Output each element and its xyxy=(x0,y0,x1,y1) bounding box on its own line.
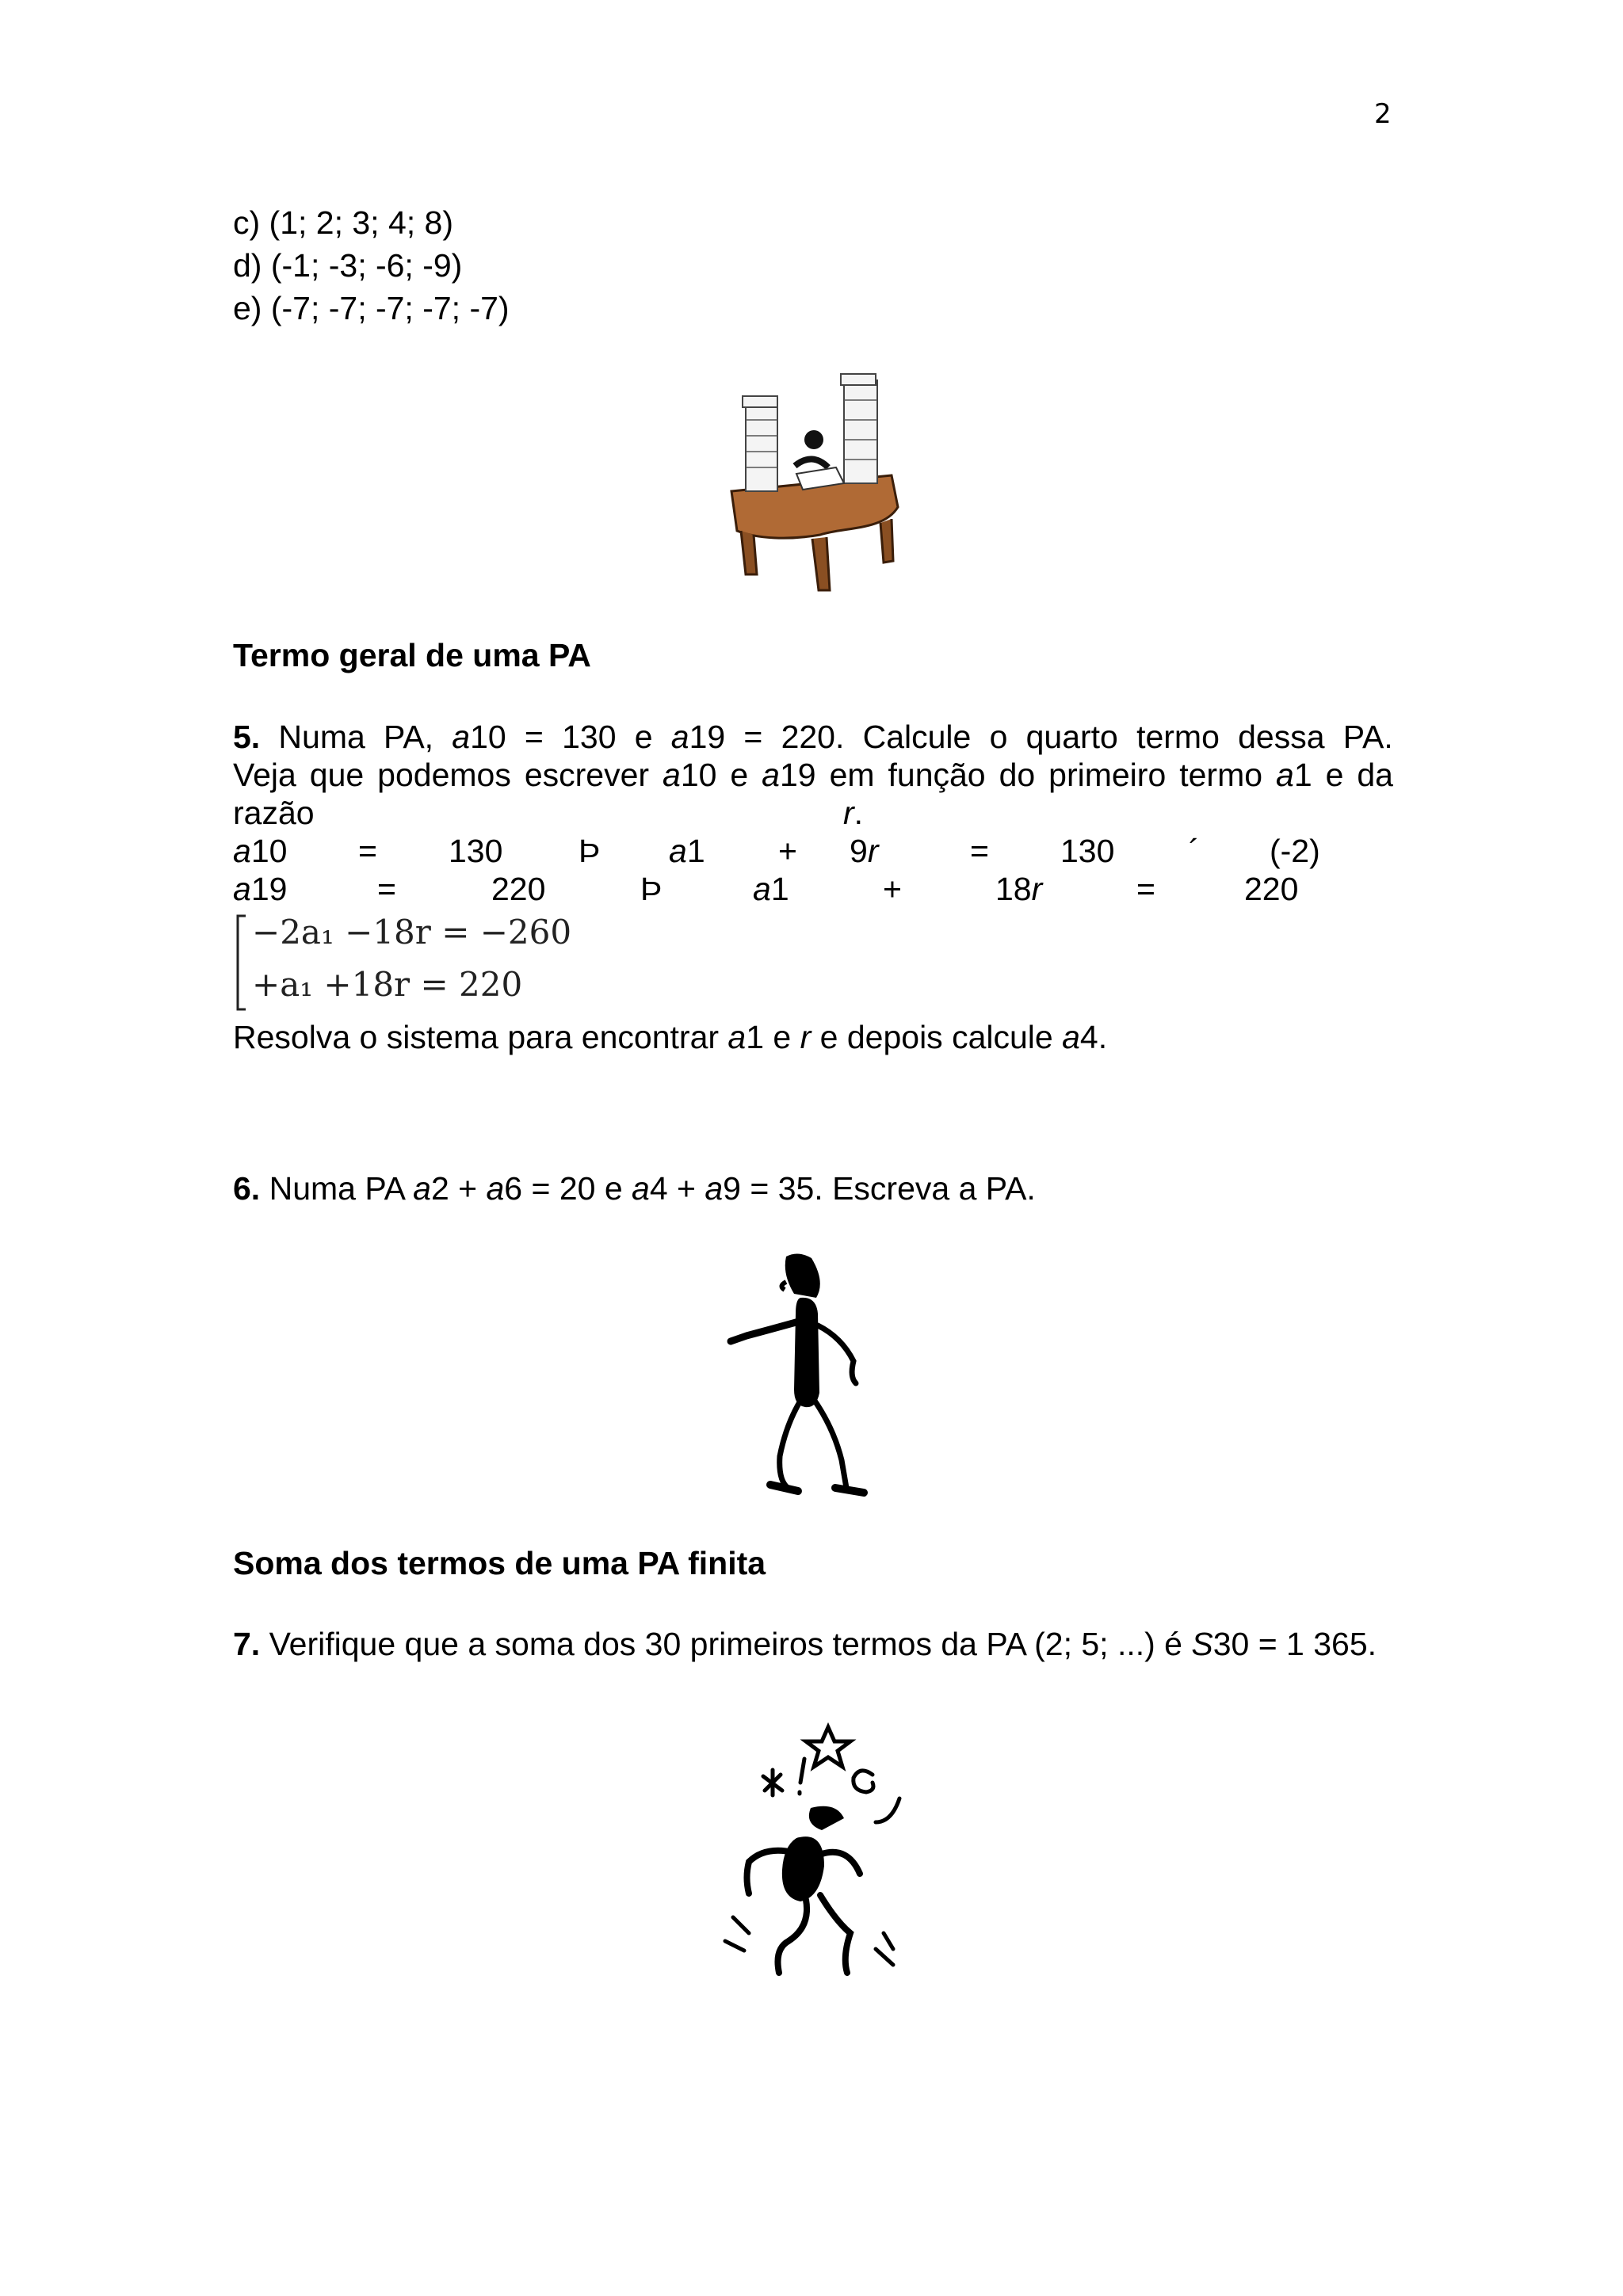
word: + xyxy=(778,833,797,869)
word: ´ xyxy=(1189,833,1200,869)
word: + xyxy=(883,871,902,907)
word: = xyxy=(358,833,377,869)
word: a1 xyxy=(753,871,789,907)
q5-resolve: Resolva o sistema para encontrar a1 e r e depois calcule a4. xyxy=(233,1019,1108,1055)
option-c: c) (1; 2; 3; 4; 8) xyxy=(233,204,453,241)
q7-number: 7. xyxy=(233,1626,261,1662)
system-line-2: +a₁ +18r = 220 xyxy=(252,965,523,1004)
page-number: 2 xyxy=(1374,98,1392,130)
word: razão xyxy=(233,795,315,831)
word: (-2) xyxy=(1270,833,1320,869)
word: 130 xyxy=(449,833,503,869)
word: e xyxy=(730,757,749,793)
word: primeiro xyxy=(1048,757,1167,793)
word: a10 xyxy=(663,757,717,793)
word: e xyxy=(634,719,653,755)
word: do xyxy=(999,757,1036,793)
word: Þ xyxy=(579,833,601,869)
word: quarto xyxy=(1025,719,1118,755)
section-title-termo-geral: Termo geral de uma PA xyxy=(233,637,591,673)
word: 220. xyxy=(781,719,845,755)
word: Veja xyxy=(233,757,296,793)
word: 18r xyxy=(995,871,1043,907)
q5-line1 xyxy=(233,718,1393,756)
word: Numa xyxy=(278,719,365,755)
word: a19 xyxy=(762,757,816,793)
word: termo xyxy=(1179,757,1263,793)
q5-number: 5. xyxy=(233,719,261,755)
system-line-1: −2a₁ −18r = −260 xyxy=(252,913,572,952)
q7: 7. Verifique que a soma dos 30 primeiros termos da PA (2; 5; ...) é S30 = 1 365. xyxy=(233,1626,1377,1662)
word: e xyxy=(1325,757,1344,793)
word: em xyxy=(829,757,875,793)
word: = xyxy=(970,833,989,869)
word: = xyxy=(743,719,763,755)
desk-with-paper-stacks-illustration xyxy=(725,372,907,594)
word: o xyxy=(989,719,1008,755)
word: = xyxy=(377,871,396,907)
word: a1 xyxy=(1276,757,1312,793)
q6-number: 6. xyxy=(233,1170,261,1207)
word: escrever xyxy=(524,757,650,793)
word: a19 xyxy=(670,719,726,755)
word: PA, xyxy=(384,719,434,755)
word: a10 xyxy=(452,719,506,755)
word: r. xyxy=(843,795,864,831)
word: a10 xyxy=(233,833,288,869)
word: 130 xyxy=(562,719,617,755)
q6: 6. Numa PA a2 + a6 = 20 e a4 + a9 = 35. Escreva a PA. xyxy=(233,1170,1036,1207)
word: PA. xyxy=(1342,719,1393,755)
word: da xyxy=(1357,757,1393,793)
option-e: e) (-7; -7; -7; -7; -7) xyxy=(233,290,510,326)
word: função xyxy=(888,757,986,793)
dizzy-stick-figure-illustration xyxy=(717,1719,915,2044)
word: a19 xyxy=(233,871,288,907)
word: = xyxy=(1136,871,1155,907)
word: 220 xyxy=(491,871,546,907)
word: 130 xyxy=(1060,833,1115,869)
q5-line2 xyxy=(233,756,1393,794)
linear-system xyxy=(233,911,572,1014)
word: 9r xyxy=(850,833,879,869)
word: Þ xyxy=(640,871,663,907)
word: a1 xyxy=(669,833,705,869)
word: 220 xyxy=(1244,871,1299,907)
word: que xyxy=(309,757,365,793)
system-brace xyxy=(233,911,249,1014)
word: podemos xyxy=(377,757,511,793)
pointing-stick-figure-illustration xyxy=(723,1250,897,1500)
section-title-soma: Soma dos termos de uma PA finita xyxy=(233,1545,766,1581)
word: Calcule xyxy=(862,719,972,755)
word: termo xyxy=(1136,719,1220,755)
word: dessa xyxy=(1238,719,1325,755)
option-d: d) (-1; -3; -6; -9) xyxy=(233,247,463,284)
word: = xyxy=(524,719,544,755)
